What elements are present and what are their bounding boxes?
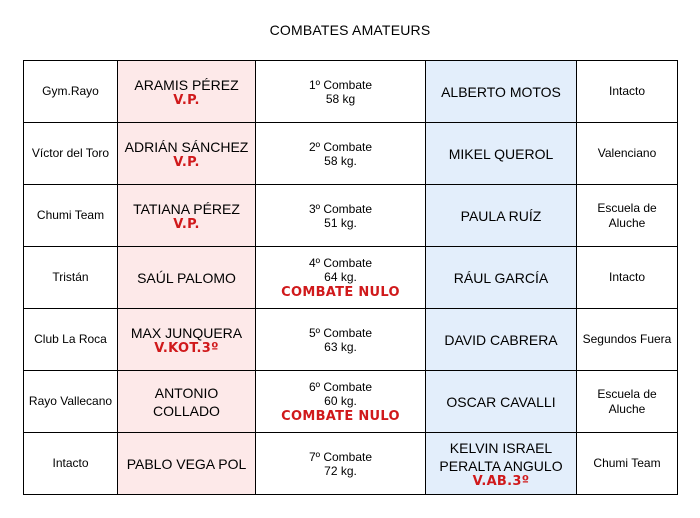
blue-fighter-name: RÁUL GARCÍA	[453, 269, 549, 286]
bout-info-cell	[256, 309, 426, 371]
red-corner-cell	[118, 185, 256, 247]
blue-fighter-name: MIKEL QUEROL	[448, 145, 554, 162]
bout-weight: 58 kg	[325, 91, 356, 106]
red-corner-cell	[118, 371, 256, 433]
red-corner-cell	[118, 247, 256, 309]
blue-club: Segundos Fuera	[577, 309, 678, 371]
blue-club: Chumi Team	[577, 433, 678, 495]
bout-result: COMBATE NULO	[281, 284, 400, 300]
red-club: Gym.Rayo	[24, 61, 118, 123]
bouts-table	[23, 60, 678, 495]
bout-row	[24, 433, 678, 495]
blue-corner-cell	[426, 433, 577, 495]
blue-club: Escuela de Aluche	[577, 185, 678, 247]
bout-number: 1º Combate	[308, 77, 373, 92]
bout-info-cell	[256, 123, 426, 185]
bout-info-cell	[256, 433, 426, 495]
red-result: V.P.	[173, 92, 200, 108]
blue-corner-cell	[426, 185, 577, 247]
red-fighter-name: ANTONIO COLLADO	[153, 384, 220, 419]
red-fighter-name: PABLO VEGA POL	[126, 455, 247, 472]
blue-fighter-name: KELVIN ISRAEL PERALTA ANGULO	[439, 439, 563, 474]
red-result: V.P.	[173, 154, 200, 170]
red-corner-cell	[118, 123, 256, 185]
blue-club: Intacto	[577, 61, 678, 123]
blue-corner-cell	[426, 123, 577, 185]
blue-corner-cell	[426, 61, 577, 123]
bout-info-cell	[256, 371, 426, 433]
bout-number: 6º Combate	[308, 379, 373, 394]
blue-corner-cell	[426, 309, 577, 371]
bout-info-cell	[256, 185, 426, 247]
bout-info-cell	[256, 61, 426, 123]
blue-fighter-name: PAULA RUÍZ	[460, 207, 542, 224]
bout-result: COMBATE NULO	[281, 408, 400, 424]
bout-row	[24, 247, 678, 309]
bout-row	[24, 309, 678, 371]
bout-info-cell	[256, 247, 426, 309]
bout-number: 5º Combate	[308, 325, 373, 340]
red-result: V.KOT.3º	[154, 340, 219, 356]
bout-weight: 51 kg.	[324, 215, 357, 230]
red-club: Intacto	[24, 433, 118, 495]
bout-row	[24, 371, 678, 433]
red-corner-cell	[118, 309, 256, 371]
blue-corner-cell	[426, 247, 577, 309]
blue-fighter-name: DAVID CABRERA	[444, 331, 558, 348]
bout-row	[24, 61, 678, 123]
blue-club: Valenciano	[577, 123, 678, 185]
red-result: V.P.	[173, 216, 200, 232]
red-club: Club La Roca	[24, 309, 118, 371]
red-fighter-name: ARAMIS PÉREZ	[134, 76, 239, 93]
bout-row	[24, 123, 678, 185]
red-corner-cell	[118, 61, 256, 123]
red-club: Víctor del Toro	[24, 123, 118, 185]
bout-number: 4º Combate	[308, 255, 373, 270]
red-fighter-name: SAÚL PALOMO	[137, 269, 236, 286]
bout-number: 7º Combate	[308, 449, 373, 464]
red-club: Chumi Team	[24, 185, 118, 247]
red-corner-cell	[118, 433, 256, 495]
bout-row	[24, 185, 678, 247]
red-fighter-name: ADRIÁN SÁNCHEZ	[124, 138, 249, 155]
bout-number: 3º Combate	[308, 201, 373, 216]
blue-corner-cell	[426, 371, 577, 433]
red-fighter-name: MAX JUNQUERA	[130, 324, 243, 341]
red-club: Tristán	[24, 247, 118, 309]
red-club: Rayo Vallecano	[24, 371, 118, 433]
bout-weight: 64 kg.	[324, 269, 357, 284]
bout-weight: 72 kg.	[324, 463, 357, 478]
blue-fighter-name: ALBERTO MOTOS	[441, 83, 561, 100]
blue-result: V.AB.3º	[472, 473, 530, 489]
red-fighter-name: TATIANA PÉREZ	[133, 200, 240, 217]
blue-club: Intacto	[577, 247, 678, 309]
blue-club: Escuela de Aluche	[577, 371, 678, 433]
bout-weight: 58 kg.	[324, 153, 357, 168]
page-title: COMBATES AMATEURS	[269, 22, 431, 38]
bout-weight: 60 kg.	[324, 393, 357, 408]
bout-number: 2º Combate	[308, 139, 373, 154]
bout-weight: 63 kg.	[324, 339, 357, 354]
blue-fighter-name: OSCAR CAVALLI	[446, 393, 556, 410]
